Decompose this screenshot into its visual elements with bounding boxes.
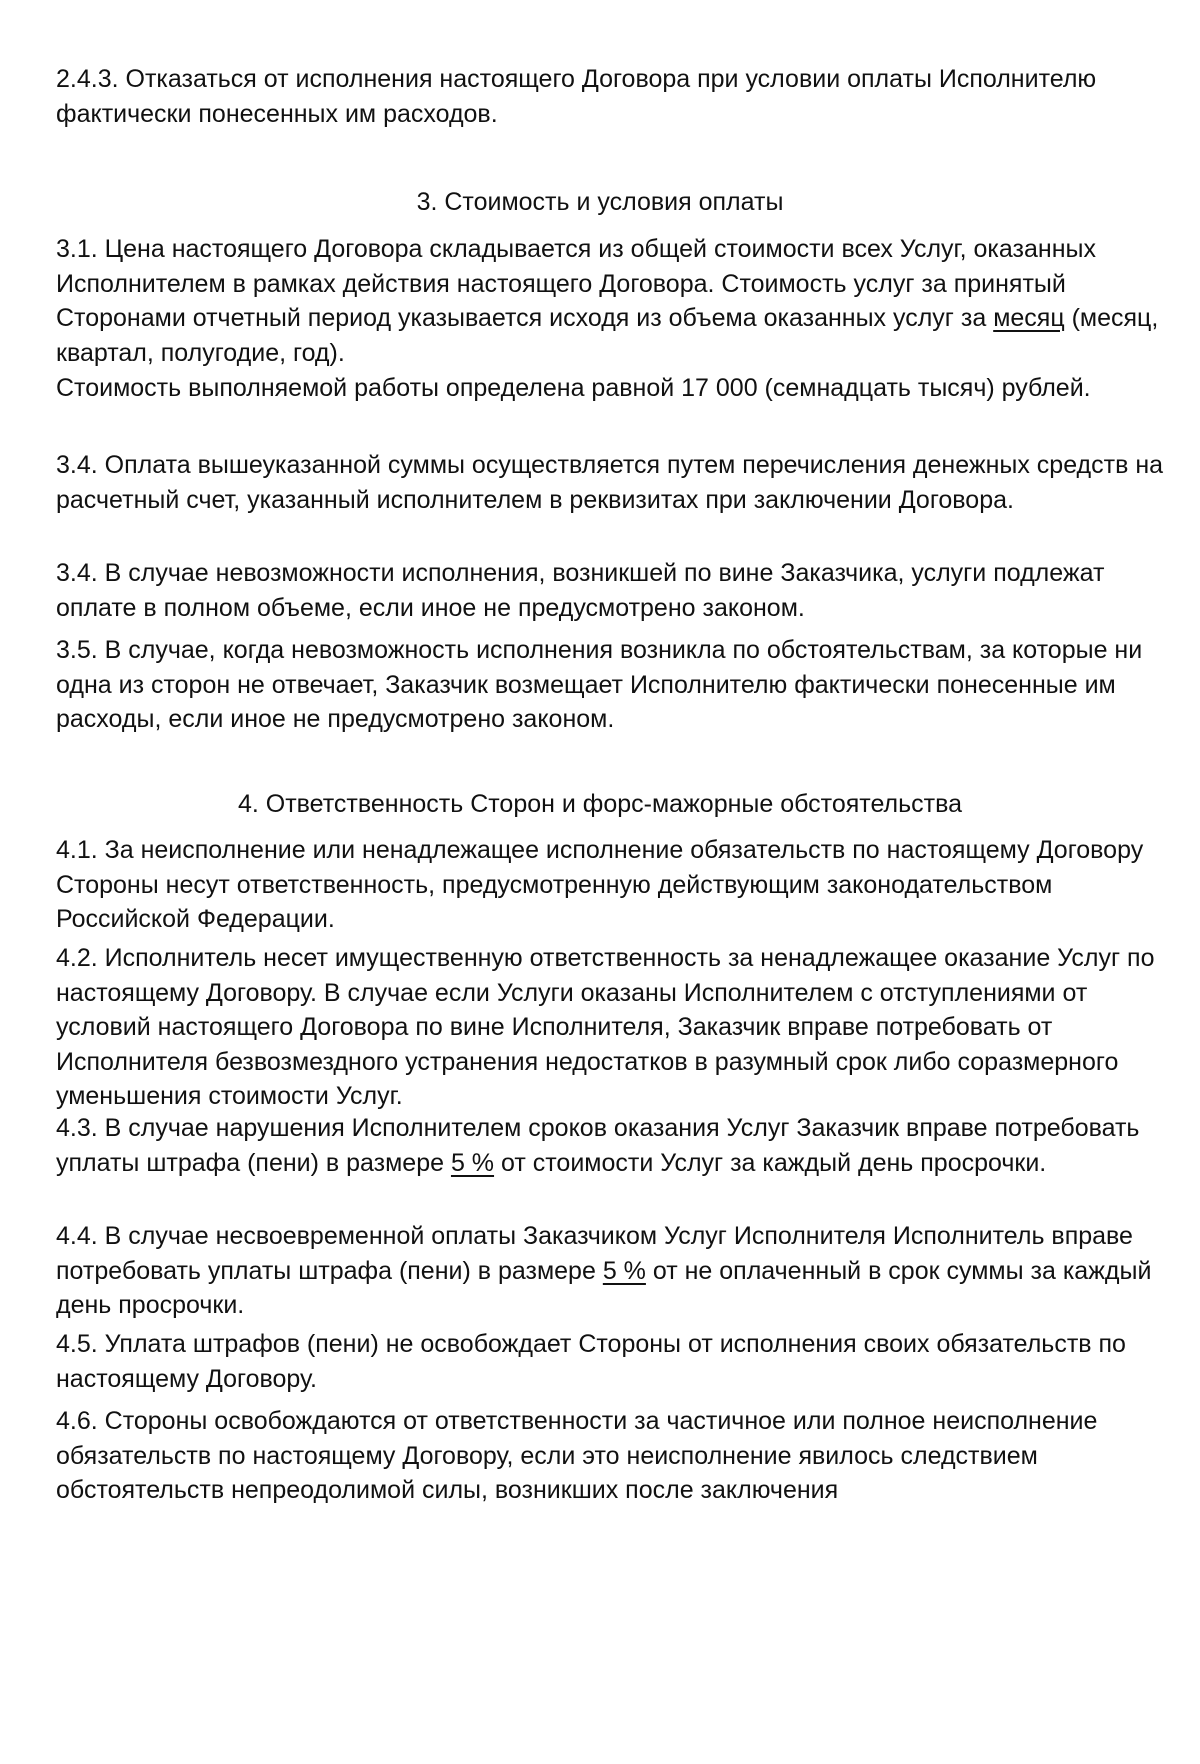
clause-4-4-rate: 5 %	[602, 1256, 646, 1285]
clause-4-4-text-end: от не оплаченный в срок суммы за каждый день просрочки.	[56, 1256, 1159, 1319]
clause-3-4-payment: 3.4. Оплата вышеуказанной суммы осуществляется путем перечисления денежных средств на расчетный счет, указанный исполнителем в реквизитах при заключении Договора.	[56, 451, 1170, 514]
clause-3-1	[56, 232, 1166, 370]
clause-4-3-rate: 5 %	[450, 1148, 495, 1177]
clause-4-2: 4.2. Исполнитель несет имущественную ответственность за ненадлежащее оказание Услуг по настоящему Договору. В случае если Услуги оказаны Исполнителем с отступлениями от условий настоящего Договора по вине Исполнителя, Заказчик вправе потребовать от Исполнителя безвозмездного устранения недостатков в разумный срок либо соразмерного уменьшения стоимости Услуг.	[56, 944, 1162, 1110]
clause-3-1-text-end: (месяц, квартал, полугодие, год).	[56, 304, 1166, 367]
clause-3-1-period: месяц	[993, 304, 1065, 332]
cost-paragraph: Стоимость выполняемой работы определена равной 17 000 (семнадцать тысяч) рублей.	[56, 374, 1091, 402]
clause-2-4-3: 2.4.3. Отказаться от исполнения настоящего Договора при условии оплаты Исполнителю фактически понесенных им расходов.	[56, 65, 1104, 128]
clause-4-4	[56, 1219, 1166, 1323]
clause-4-3-text-end: от стоимости Услуг за каждый день просрочки.	[494, 1148, 1047, 1177]
clause-4-5: 4.5. Уплата штрафов (пени) не освобождает Стороны от исполнения своих обязательств по настоящему Договору.	[56, 1330, 1133, 1393]
section-4-heading: 4. Ответственность Сторон и форс-мажорные обстоятельства	[237, 790, 963, 818]
clause-4-3-text: 4.3. В случае нарушения Исполнителем сроков оказания Услуг Заказчик вправе потребовать уплаты штрафа (пени) в размере	[56, 1114, 1147, 1177]
clause-4-6: 4.6. Стороны освобождаются от ответственности за частичное или полное неисполнение обязательств по настоящему Договору, если это неисполнение явилось следствием обстоятельств непреодолимой силы, возникших после заключения	[56, 1407, 1105, 1504]
clause-4-3	[56, 1111, 1166, 1180]
clause-3-1-text: 3.1. Цена настоящего Договора складывается из общей стоимости всех Услуг, оказанных Исполнителем в рамках действия настоящего Договора. Стоимость услуг за принятый Сторонами отчетный период указывается исходя из объема оказанных услуг за	[56, 235, 1103, 332]
clause-4-4-text: 4.4. В случае несвоевременной оплаты Заказчиком Услуг Исполнителя Исполнитель вправе потребовать уплаты штрафа (пени) в размере	[56, 1222, 1140, 1285]
clause-3-5: 3.5. В случае, когда невозможность исполнения возникла по обстоятельствам, за которые ни одна из сторон не отвечает, Заказчик возмещает Исполнителю фактически понесенные им расходы, если иное не предусмотрено законом.	[56, 636, 1150, 733]
clause-4-1: 4.1. За неисполнение или ненадлежащее исполнение обязательств по настоящему Договору Стороны несут ответственность, предусмотренную действующим законодательством Российской Федерации.	[56, 836, 1151, 933]
section-3-heading: 3. Стоимость и условия оплаты	[416, 188, 784, 216]
clause-3-4-impossibility: 3.4. В случае невозможности исполнения, возникшей по вине Заказчика, услуги подлежат оплате в полном объеме, если иное не предусмотрено законом.	[56, 559, 1112, 622]
